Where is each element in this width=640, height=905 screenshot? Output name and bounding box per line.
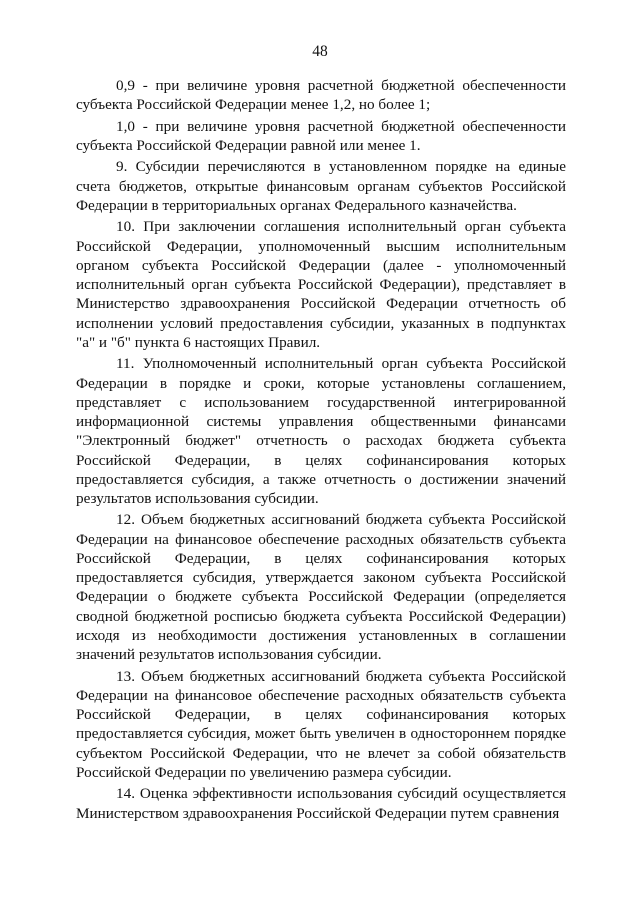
paragraph-10: 10. При заключении соглашения исполнительный орган субъекта Российской Федерации, уполномоченный высшим исполнительным органом субъекта Российской Федерации (далее - уполномоченный исполнительный орган субъекта Российской Федерации), представляет в Министерство здравоохранения Российской Федерации отчетность об исполнении условий предоставления субсидии, указанных в подпунктах "а" и "б" пункта 6 настоящих Правил. <box>76 218 566 351</box>
paragraph-9: 9. Субсидии перечисляются в установленном порядке на единые счета бюджетов, открытые финансовым органам субъектов Российской Федерации в территориальных органах Федерального казначейства. <box>76 158 566 214</box>
paragraph-11: 11. Уполномоченный исполнительный орган субъекта Российской Федерации в порядке и сроки, которые установлены соглашением, представляет с использованием государственной интегрированной информационной системы управления общественными финансами "Электронный бюджет" отчетность о расходах бюджета субъекта Российской Федерации, в целях софинансирования которых предоставляется субсидия, а также отчетность о достижении значений результатов использования субсидии. <box>76 355 566 507</box>
document-body <box>76 76 566 825</box>
paragraph-13: 13. Объем бюджетных ассигнований бюджета субъекта Российской Федерации на финансовое обеспечение расходных обязательств субъекта Российской Федерации, в целях софинансирования которых предоставляется субсидия, может быть увеличен в одностороннем порядке субъектом Российской Федерации, что не влечет за собой обязательств Российской Федерации по увеличению размера субсидии. <box>76 667 566 781</box>
paragraph-12: 12. Объем бюджетных ассигнований бюджета субъекта Российской Федерации на финансовое обеспечение расходных обязательств субъекта Российской Федерации, в целях софинансирования которых предоставляется субсидия, утверждается законом субъекта Российской Федерации о бюджете субъекта Российской Федерации (определяется сводной бюджетной росписью бюджета субъекта Российской Федерации) исходя из необходимости достижения установленных в соглашении значений результатов использования субсидии. <box>76 511 566 664</box>
paragraph-coefficient-1-0: 1,0 - при величине уровня расчетной бюджетной обеспеченности субъекта Российской Федерации равной или менее 1. <box>76 117 566 154</box>
page-number: 48 <box>312 43 328 60</box>
paragraph-coefficient-0-9: 0,9 - при величине уровня расчетной бюджетной обеспеченности субъекта Российской Федерации менее 1,2, но более 1; <box>76 77 566 114</box>
paragraph-14: 14. Оценка эффективности использования субсидий осуществляется Министерством здравоохранения Российской Федерации путем сравнения <box>76 785 566 822</box>
